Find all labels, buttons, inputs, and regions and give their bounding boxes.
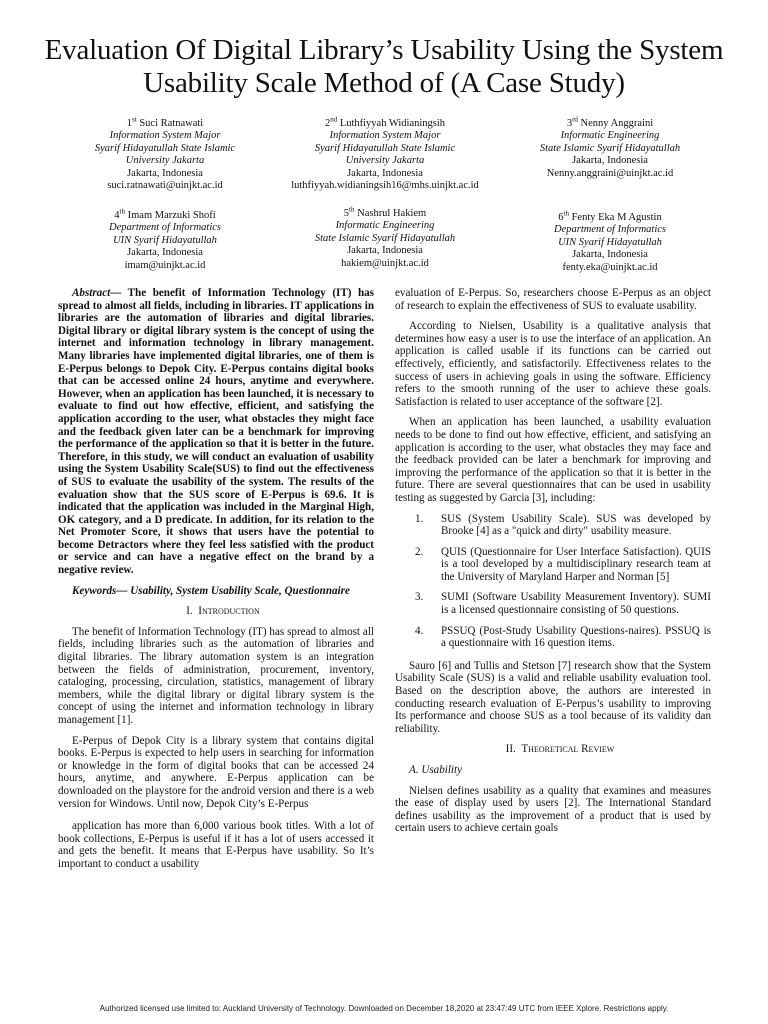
author-location: Jakarta, Indonesia: [347, 167, 423, 179]
author-email[interactable]: fenty.eka@uinjkt.ac.id: [562, 261, 658, 273]
author-name: Luthfiyyah Widianingsih: [339, 118, 446, 129]
keywords-text: Usability, System Usability Scale, Questionnaire: [130, 584, 350, 597]
author-name: Fenty Eka M Agustin: [571, 212, 662, 223]
body-paragraph: When an application has been launched, a usability evaluation needs to be done to find out how effective, efficient, and satisfying an application is according to the user, what obstacles they may face and the feedback provided can be later a benchmark for improving and improving the performance of the application so that it is better in the future. There are several questionnaires that can be used in usability testing as suggested by Garcia [3], including:: [395, 416, 711, 504]
author-email[interactable]: Nenny.anggraini@uinjkt.ac.id: [546, 167, 674, 179]
author-affiliation: Department of Informatics: [554, 224, 666, 236]
author-affiliation: Syarif Hidayatullah State Islamic: [94, 142, 236, 154]
author-ordinal: 2: [324, 118, 331, 129]
list-item: [395, 513, 711, 538]
list-text: QUIS (Questionnaire for User Interface Satisfaction). QUIS is a tool developed by a multidisciplinary research team at the University of Maryland Harper and Norman [5]: [441, 545, 711, 583]
body-paragraph: Sauro [6] and Tullis and Stetson [7] research show that the System Usability Scale (SUS) is a valid and reliable usability evaluation tool. Based on the description above, the authors are interested in conducting research evaluation of E-Perpus’s usability to improving Its performance and choose SUS as a tool because of its validity dan reliability.: [395, 659, 711, 735]
section-heading: [58, 605, 374, 618]
author-name: Nashrul Hakiem: [357, 208, 427, 219]
author-affiliation: UIN Syarif Hidayatullah: [113, 234, 217, 246]
right-column: [395, 287, 711, 843]
list-item: [395, 591, 711, 616]
license-footer: Authorized licensed use limited to: Auckland University of Technology. Downloaded on December 18,2020 at 23:47:49 UTC from IEEE Xplore. Restrictions apply.: [99, 1004, 669, 1013]
author-affiliation: Informatic Engineering: [335, 220, 435, 232]
author-block: [270, 205, 500, 270]
author-name: Nenny Anggraini: [580, 118, 654, 129]
subsection-heading: A. Usability: [409, 764, 462, 776]
author-affiliation: University Jakarta: [125, 155, 205, 167]
author-email[interactable]: luthfiyyah.widianingsih16@mhs.uinjkt.ac.id: [291, 180, 479, 192]
abstract: [58, 287, 374, 577]
author-block: [60, 115, 270, 192]
section-title: Theoretical Review: [521, 743, 615, 756]
author-location: Jakarta, Indonesia: [572, 155, 648, 167]
section-number: I.: [186, 605, 193, 618]
author-ordinal: 3: [566, 118, 573, 129]
author-name: Suci Ratnawati: [139, 118, 204, 129]
author-ordinal-suffix: th: [563, 209, 569, 218]
author-ordinal: 6: [558, 212, 564, 223]
author-affiliation: University Jakarta: [345, 155, 425, 167]
abstract-label: Abstract—: [72, 287, 122, 299]
author-name: Imam Marzuki Shofi: [127, 210, 216, 221]
body-paragraph: evaluation of E-Perpus. So, researchers choose E-Perpus as an object of research to explain the effectiveness of SUS to evaluate usability.: [395, 287, 711, 312]
author-ordinal-suffix: th: [349, 205, 355, 214]
body-paragraph: Nielsen defines usability as a quality that examines and measures the ease of display used by users [2]. The International Standard defines usability as the improvement of a product that is used by certain users to achieve certain goals: [395, 784, 711, 835]
section-title: Introduction: [198, 605, 260, 618]
author-block: [510, 115, 710, 180]
author-ordinal-suffix: st: [132, 115, 137, 124]
author-affiliation: Information System Major: [109, 130, 221, 142]
list-item: [395, 625, 711, 650]
author-location: Jakarta, Indonesia: [127, 167, 203, 179]
keywords: [58, 585, 374, 598]
author-email[interactable]: suci.ratnawati@uinjkt.ac.id: [107, 180, 223, 192]
author-affiliation: State Islamic Syarif Hidayatullah: [314, 232, 456, 244]
keywords-label: Keywords—: [72, 584, 128, 597]
author-affiliation: UIN Syarif Hidayatullah: [558, 236, 662, 248]
author-email[interactable]: imam@uinjkt.ac.id: [124, 259, 206, 271]
list-number: 3.: [415, 591, 424, 604]
body-paragraph: E-Perpus of Depok City is a library system that contains digital books. E-Perpus is expected to help users in searching for information or knowledge in the form of digital books that can be accessed 24 hours, anytime, and anywhere. E-Perpus application can be downloaded on the playstore for the android version and there is a web version for Windows. Until now, Depok City’s E-Perpus: [58, 734, 374, 810]
author-block: [60, 207, 270, 272]
left-column: [58, 287, 374, 879]
list-number: 4.: [415, 624, 424, 637]
list-number: 2.: [415, 545, 424, 558]
author-affiliation: Informatic Engineering: [560, 130, 660, 142]
author-location: Jakarta, Indonesia: [347, 245, 423, 257]
list-item: [395, 546, 711, 584]
section-number: II.: [505, 743, 516, 756]
author-ordinal: 5: [343, 208, 350, 219]
section-heading: [395, 743, 711, 756]
abstract-text: The benefit of Information Technology (IT) has spread to almost all fields, including in libraries. IT applications in libraries are the automation of libraries and digital libraries. Digital library or digital library system is the concept of using the internet and information technology in library management. Many libraries have implemented digital libraries, one of them is E-Perpus belongs to Depok City. E-Perpus contains digital books that can be accessed online 24 hours, anytime and everywhere. However, when an application has been launched, it is necessary to evaluate to find out how effective, efficient, and satisfying the application according to the user, what obstacles they might face and the feedback given later can be a benchmark for improving the performance of the application so that it is better in the future. Therefore, in this study, we will conduct an evaluation of usability using the System Usability Scale(SUS) to find out the effectiveness of SUS to evaluate the usability of the system. The results of the evaluation show that the SUS score of E-Perpus is 69.6. It is indicated that the application was included in the Marginal High, OK category, and a D predicate. In addition, for its relation to the Net Promoter Score, it shows that users have the potential to become Detractors where they feel less satisfied with the product or service and can have a negative effect on the brand by a negative review.: [58, 287, 374, 577]
body-paragraph: application has more than 6,000 various book titles. With a lot of book collections, E-Perpus is useful if it has a lot of users accessed it and gets the benefit. It means that E-Perpus have usability. So It’s important to conduct a usability: [58, 820, 374, 870]
author-affiliation: State Islamic Syarif Hidayatullah: [539, 142, 681, 154]
author-ordinal-suffix: nd: [330, 115, 338, 124]
author-ordinal: 4: [114, 210, 120, 221]
list-text: PSSUQ (Post-Study Usability Questions-naires). PSSUQ is a questionnaire with 16 question items.: [441, 624, 711, 650]
author-ordinal: 1: [126, 118, 133, 129]
list-text: SUS (System Usability Scale). SUS was developed by Brooke [4] as a "quick and dirty" usability measure.: [441, 512, 711, 538]
paper-title: Evaluation Of Digital Library’s Usability Using the System Usability Scale Method of (A Case Study): [44, 34, 724, 99]
author-location: Jakarta, Indonesia: [572, 249, 648, 261]
body-paragraph: According to Nielsen, Usability is a qualitative analysis that determines how easy a user is to use the interface of an application. An application is called usable if its functions can be carried out effectively, efficiently, and satisfactorily. Effectiveness relates to the success of users in achieving goals in using the software. Efficiency refers to the smooth running of the user to achieve these goals. Satisfaction is related to user acceptance of the software [2].: [395, 320, 711, 408]
questionnaire-list: [395, 513, 711, 650]
author-affiliation: Information System Major: [329, 130, 441, 142]
author-affiliation: Syarif Hidayatullah State Islamic: [314, 142, 456, 154]
author-ordinal-suffix: rd: [572, 115, 578, 124]
author-affiliation: Department of Informatics: [109, 222, 221, 234]
list-number: 1.: [415, 512, 424, 525]
author-email[interactable]: hakiem@uinjkt.ac.id: [341, 257, 429, 269]
author-ordinal-suffix: th: [119, 207, 125, 216]
author-block: [270, 115, 500, 192]
author-location: Jakarta, Indonesia: [127, 247, 203, 259]
body-paragraph: The benefit of Information Technology (IT) has spread to almost all fields, including libraries such as the automation of libraries and digital libraries. The library automation system is an integration between the fields of administration, procurement, inventory, cataloging, processing, circulation, statistics, management of library members, while the digital library or digital library system is the concept of using the internet and information technology in library management [1].: [58, 625, 374, 726]
list-text: SUMI (Software Usability Measurement Inventory). SUMI is a licensed questionnaire consisting of 50 questions.: [441, 591, 711, 617]
author-block: [510, 209, 710, 274]
